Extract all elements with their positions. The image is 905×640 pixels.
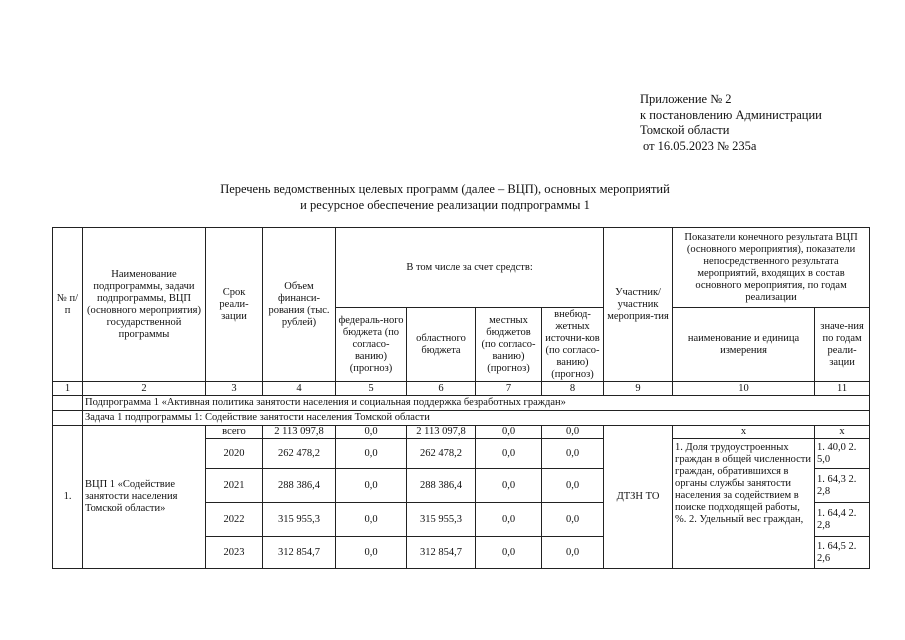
- participant-cell: ДТЗН ТО: [604, 426, 673, 569]
- local-cell: 0,0: [476, 426, 542, 439]
- header-local: местных бюджетов (по согласо-ванию) (прогноз): [476, 308, 542, 382]
- col-number: 9: [604, 382, 673, 396]
- header-term: Срок реали-зации: [206, 228, 263, 382]
- volume-cell: 262 478,2: [263, 439, 336, 469]
- regional-cell: 288 386,4: [407, 469, 476, 503]
- header-indicators: Показатели конечного результата ВЦП (основного мероприятия), показатели непосредственного результата мероприятий, входящих в состав основного мероприятия, по годам реализации: [673, 228, 870, 308]
- ind-value-cell: x: [815, 426, 870, 439]
- local-cell: 0,0: [476, 537, 542, 569]
- appendix-block: [640, 92, 822, 154]
- header-volume: Объем финанси-рования (тыс. рублей): [263, 228, 336, 382]
- header-federal: федераль-ного бюджета (по согласо-ванию) (прогноз): [336, 308, 407, 382]
- local-cell: 0,0: [476, 503, 542, 537]
- col-number: 10: [673, 382, 815, 396]
- col-number: 8: [542, 382, 604, 396]
- col-number: 4: [263, 382, 336, 396]
- federal-cell: 0,0: [336, 469, 407, 503]
- appendix-line: к постановлению Администрации: [640, 107, 822, 122]
- header-participant: Участник/ участник мероприя-тия: [604, 228, 673, 382]
- col-number: 11: [815, 382, 870, 396]
- appendix-line: от 16.05.2023 № 235а: [643, 138, 757, 153]
- regional-cell: 2 113 097,8: [407, 426, 476, 439]
- header-ind-value: значе-ния по годам реали-зации: [815, 308, 870, 382]
- regional-cell: 262 478,2: [407, 439, 476, 469]
- extra-cell: 0,0: [542, 469, 604, 503]
- term-cell: 2023: [206, 537, 263, 569]
- term-cell: 2022: [206, 503, 263, 537]
- term-cell: 2020: [206, 439, 263, 469]
- ind-value-cell: 1. 64,5 2. 2,6: [815, 537, 870, 569]
- federal-cell: 0,0: [336, 439, 407, 469]
- col-number: 5: [336, 382, 407, 396]
- document-title: [140, 181, 750, 213]
- col-number: 1: [53, 382, 83, 396]
- regional-cell: 312 854,7: [407, 537, 476, 569]
- header-sources: В том числе за счет средств:: [336, 228, 604, 308]
- subprogram-row: Подпрограмма 1 «Активная политика занятости населения и социальная поддержка безработных граждан»: [83, 396, 870, 411]
- appendix-line: Томской области: [640, 123, 730, 137]
- header-num: № п/п: [53, 228, 83, 382]
- ind-value-cell: 1. 64,4 2. 2,8: [815, 503, 870, 537]
- col-number: 2: [83, 382, 206, 396]
- header-ind-name: наименование и единица измерения: [673, 308, 815, 382]
- federal-cell: 0,0: [336, 537, 407, 569]
- header-regional: областного бюджета: [407, 308, 476, 382]
- title-line: Перечень ведомственных целевых программ (далее – ВЦП), основных мероприятий: [220, 182, 670, 196]
- header-extra: внебюд-жетных источни-ков (по согласо-ванию) (прогноз): [542, 308, 604, 382]
- ind-name-cell: x: [673, 426, 815, 439]
- volume-cell: 288 386,4: [263, 469, 336, 503]
- header-name: Наименование подпрограммы, задачи подпрограммы, ВЦП (основного мероприятия) государственной программы: [83, 228, 206, 382]
- ind-value-cell: 1. 40,0 2. 5,0: [815, 439, 870, 469]
- vcp-name: ВЦП 1 «Содействие занятости населения Томской области»: [83, 426, 206, 569]
- ind-value-cell: 1. 64,3 2. 2,8: [815, 469, 870, 503]
- volume-cell: 315 955,3: [263, 503, 336, 537]
- extra-cell: 0,0: [542, 537, 604, 569]
- local-cell: 0,0: [476, 469, 542, 503]
- indicator-text: 1. Доля трудоустроенных граждан в общей численности граждан, обратившихся в органы службы занятости населения за содействием в поиске подходящей работы, %. 2. Удельный вес граждан,: [673, 439, 815, 569]
- extra-cell: 0,0: [542, 426, 604, 439]
- federal-cell: 0,0: [336, 426, 407, 439]
- term-cell: всего: [206, 426, 263, 439]
- col-number: 7: [476, 382, 542, 396]
- volume-cell: 312 854,7: [263, 537, 336, 569]
- term-cell: 2021: [206, 469, 263, 503]
- federal-cell: 0,0: [336, 503, 407, 537]
- local-cell: 0,0: [476, 439, 542, 469]
- appendix-line: Приложение № 2: [640, 92, 732, 106]
- col-number: 3: [206, 382, 263, 396]
- task-row: Задача 1 подпрограммы 1: Содействие занятости населения Томской области: [83, 411, 870, 426]
- col-number: 6: [407, 382, 476, 396]
- vcp-num: 1.: [53, 426, 83, 569]
- volume-cell: 2 113 097,8: [263, 426, 336, 439]
- regional-cell: 315 955,3: [407, 503, 476, 537]
- programs-table: [52, 227, 870, 569]
- extra-cell: 0,0: [542, 439, 604, 469]
- extra-cell: 0,0: [542, 503, 604, 537]
- title-line: и ресурсное обеспечение реализации подпрограммы 1: [300, 198, 590, 212]
